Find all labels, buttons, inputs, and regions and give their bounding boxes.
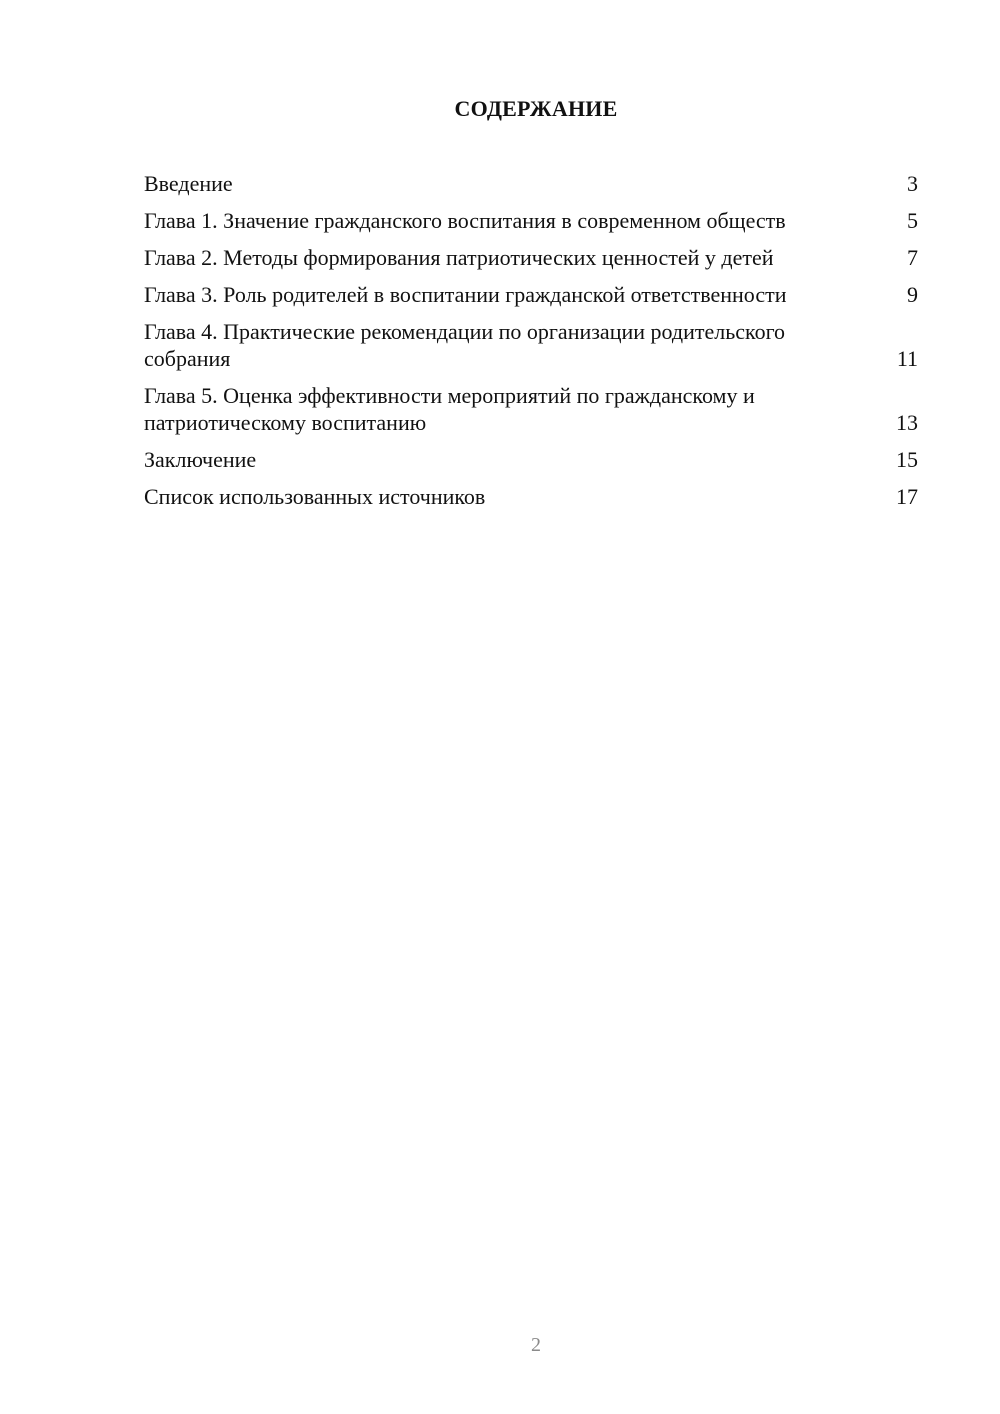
toc-entry-text: Введение bbox=[144, 171, 233, 196]
toc-entry-references bbox=[144, 483, 918, 510]
toc-entry-page: 3 bbox=[907, 171, 918, 196]
toc-entry-chapter-2 bbox=[144, 244, 918, 271]
toc-entry-page: 15 bbox=[896, 447, 918, 472]
page-number: 2 bbox=[531, 1334, 541, 1356]
toc-entry-chapter-4 bbox=[144, 318, 918, 372]
toc-entry-text: Глава 3. Роль родителей в воспитании гражданской ответственности bbox=[144, 282, 787, 307]
toc-entry-chapter-3 bbox=[144, 281, 918, 308]
toc-entry-page: 13 bbox=[896, 410, 918, 435]
toc-entry-page: 9 bbox=[907, 282, 918, 307]
toc-entry-text: Глава 1. Значение гражданского воспитания в современном обществ bbox=[144, 208, 786, 233]
toc-entry-text: Список использованных источников bbox=[144, 484, 486, 509]
toc-entry-introduction bbox=[144, 170, 918, 197]
toc-entry-chapter-1 bbox=[144, 207, 918, 234]
toc-entry-page: 17 bbox=[896, 484, 918, 509]
page-title: СОДЕРЖАНИЕ bbox=[454, 96, 618, 121]
toc-entry-page: 5 bbox=[907, 208, 918, 233]
toc-entry-text: Заключение bbox=[144, 447, 257, 472]
table-of-contents bbox=[144, 170, 918, 520]
toc-entry-text: Глава 5. Оценка эффективности мероприятий по гражданскому и патриотическому воспитанию bbox=[144, 383, 755, 435]
toc-entry-page: 7 bbox=[907, 245, 918, 270]
toc-entry-chapter-5 bbox=[144, 382, 918, 436]
toc-entry-text: Глава 4. Практические рекомендации по организации родительского собрания bbox=[144, 319, 786, 371]
toc-entry-text: Глава 2. Методы формирования патриотических ценностей у детей bbox=[144, 245, 774, 270]
toc-entry-conclusion bbox=[144, 446, 918, 473]
toc-entry-page: 11 bbox=[896, 346, 918, 371]
